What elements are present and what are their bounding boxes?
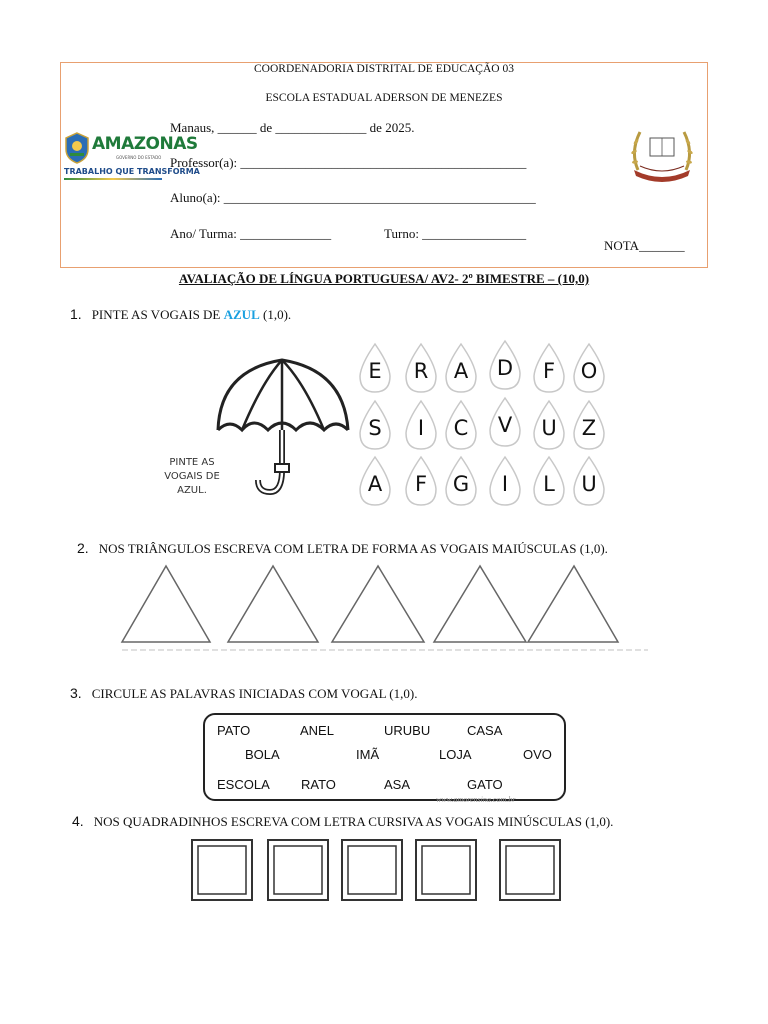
school-seal-icon [626, 122, 698, 186]
drop-letter: Z [581, 416, 597, 440]
word-asa[interactable]: ASA [384, 777, 411, 792]
nota-field[interactable]: NOTA_______ [604, 238, 685, 253]
drop-letter: R [413, 359, 429, 383]
drop-letter: U [541, 416, 557, 440]
question-1-points: (1,0). [259, 307, 292, 322]
date-line[interactable]: Manaus, ______ de ______________ de 2025. [170, 120, 415, 135]
logo-stripe [64, 178, 162, 180]
squares-row [188, 836, 570, 906]
drop-r3c3[interactable] [442, 455, 480, 512]
drop-r2c5[interactable] [530, 399, 568, 456]
amazonas-crest-icon [64, 132, 90, 164]
word-urubu[interactable]: URUBU [384, 723, 431, 738]
word-anel[interactable]: ANEL [300, 723, 334, 738]
drop-letter: O [580, 359, 598, 383]
triangle-1 [122, 566, 210, 642]
drop-r3c4[interactable] [486, 455, 524, 512]
turno-field[interactable]: Turno: ________________ [384, 226, 527, 241]
word-rato[interactable]: RATO [301, 777, 336, 792]
drop-r3c6[interactable] [570, 455, 608, 512]
triangles-row [118, 562, 654, 654]
word-ovo[interactable]: OVO [523, 747, 552, 762]
drop-letter: F [542, 359, 556, 383]
word-escola[interactable]: ESCOLA [217, 777, 270, 792]
drop-letter: U [581, 472, 597, 496]
amazonas-logo [64, 130, 200, 180]
drop-letter: E [368, 359, 382, 383]
question-1-text: PINTE AS VOGAIS DE [91, 307, 224, 322]
question-2-text: NOS TRIÂNGULOS ESCREVA COM LETRA DE FORMA AS VOGAIS MAIÚSCULAS (1,0). [98, 541, 608, 556]
drop-r2c3[interactable] [442, 399, 480, 456]
drop-letter: D [496, 356, 514, 380]
word-loja[interactable]: LOJA [439, 747, 472, 762]
header-coordenadoria: COORDENADORIA DISTRITAL DE EDUCAÇÃO 03 [254, 63, 514, 75]
drop-letter: C [453, 416, 469, 440]
triangle-3 [332, 566, 424, 642]
watermark: www.amorensina.com.br [436, 795, 516, 804]
drop-r2c1[interactable] [356, 399, 394, 456]
logo-subtitle: GOVERNO DO ESTADO [116, 155, 162, 160]
triangle-4 [434, 566, 526, 642]
drop-letter: A [453, 359, 469, 383]
drop-r1c1[interactable] [356, 342, 394, 399]
drop-letter: G [452, 472, 470, 496]
header-escola: ESCOLA ESTADUAL ADERSON DE MENEZES [265, 92, 503, 104]
umbrella-icon [212, 352, 354, 502]
drop-r1c6[interactable] [570, 342, 608, 399]
drop-r2c4[interactable] [486, 396, 524, 453]
drop-r1c5[interactable] [530, 342, 568, 399]
question-1-number: 1. [70, 306, 82, 322]
drop-r1c3[interactable] [442, 342, 480, 399]
question-2 [77, 540, 608, 557]
drop-r1c2[interactable] [402, 342, 440, 399]
word-gato[interactable]: GATO [467, 777, 503, 792]
drop-r3c1[interactable] [356, 455, 394, 512]
logo-title: AMAZONAS [92, 134, 198, 154]
vowel-drops-grid [352, 342, 612, 512]
drop-letter: I [417, 416, 425, 440]
professor-field[interactable]: Professor(a): ____________________________________________ [170, 155, 527, 170]
umbrella-caption: PINTE AS VOGAIS DE AZUL. [164, 457, 220, 496]
question-4 [72, 813, 613, 830]
drop-r3c5[interactable] [530, 455, 568, 512]
word-pato[interactable]: PATO [217, 723, 251, 738]
logo-tagline: TRABALHO QUE TRANSFORMA [64, 167, 200, 176]
question-3 [70, 685, 417, 702]
question-4-text: NOS QUADRADINHOS ESCREVA COM LETRA CURSIVA AS VOGAIS MINÚSCULAS (1,0). [93, 814, 614, 829]
exam-title: AVALIAÇÃO DE LÍNGUA PORTUGUESA/ AV2- 2º BIMESTRE – (10,0) [178, 271, 590, 286]
drop-r2c6[interactable] [570, 399, 608, 456]
ano-turma-field[interactable]: Ano/ Turma: ______________ [170, 226, 332, 241]
drop-r1c4[interactable] [486, 339, 524, 396]
question-1 [70, 306, 291, 323]
drop-r2c2[interactable] [402, 399, 440, 456]
drop-letter: A [367, 472, 383, 496]
triangle-2 [228, 566, 318, 642]
word-casa[interactable]: CASA [467, 723, 503, 738]
word-ima[interactable]: IMÃ [356, 747, 380, 762]
word-bola[interactable]: BOLA [245, 747, 280, 762]
drop-letter: F [414, 472, 428, 496]
question-4-number: 4. [72, 813, 84, 829]
question-3-number: 3. [70, 685, 82, 701]
drop-letter: V [497, 413, 513, 437]
question-2-number: 2. [77, 540, 89, 556]
question-1-highlight: AZUL [223, 307, 260, 322]
drop-letter: S [368, 416, 382, 440]
drop-letter: L [543, 472, 555, 496]
aluno-field[interactable]: Aluno(a): ________________________________________________ [170, 190, 536, 205]
question-3-text: CIRCULE AS PALAVRAS INICIADAS COM VOGAL (1,0). [91, 686, 418, 701]
triangle-5 [528, 566, 618, 642]
drop-r3c2[interactable] [402, 455, 440, 512]
drop-letter: I [501, 472, 509, 496]
